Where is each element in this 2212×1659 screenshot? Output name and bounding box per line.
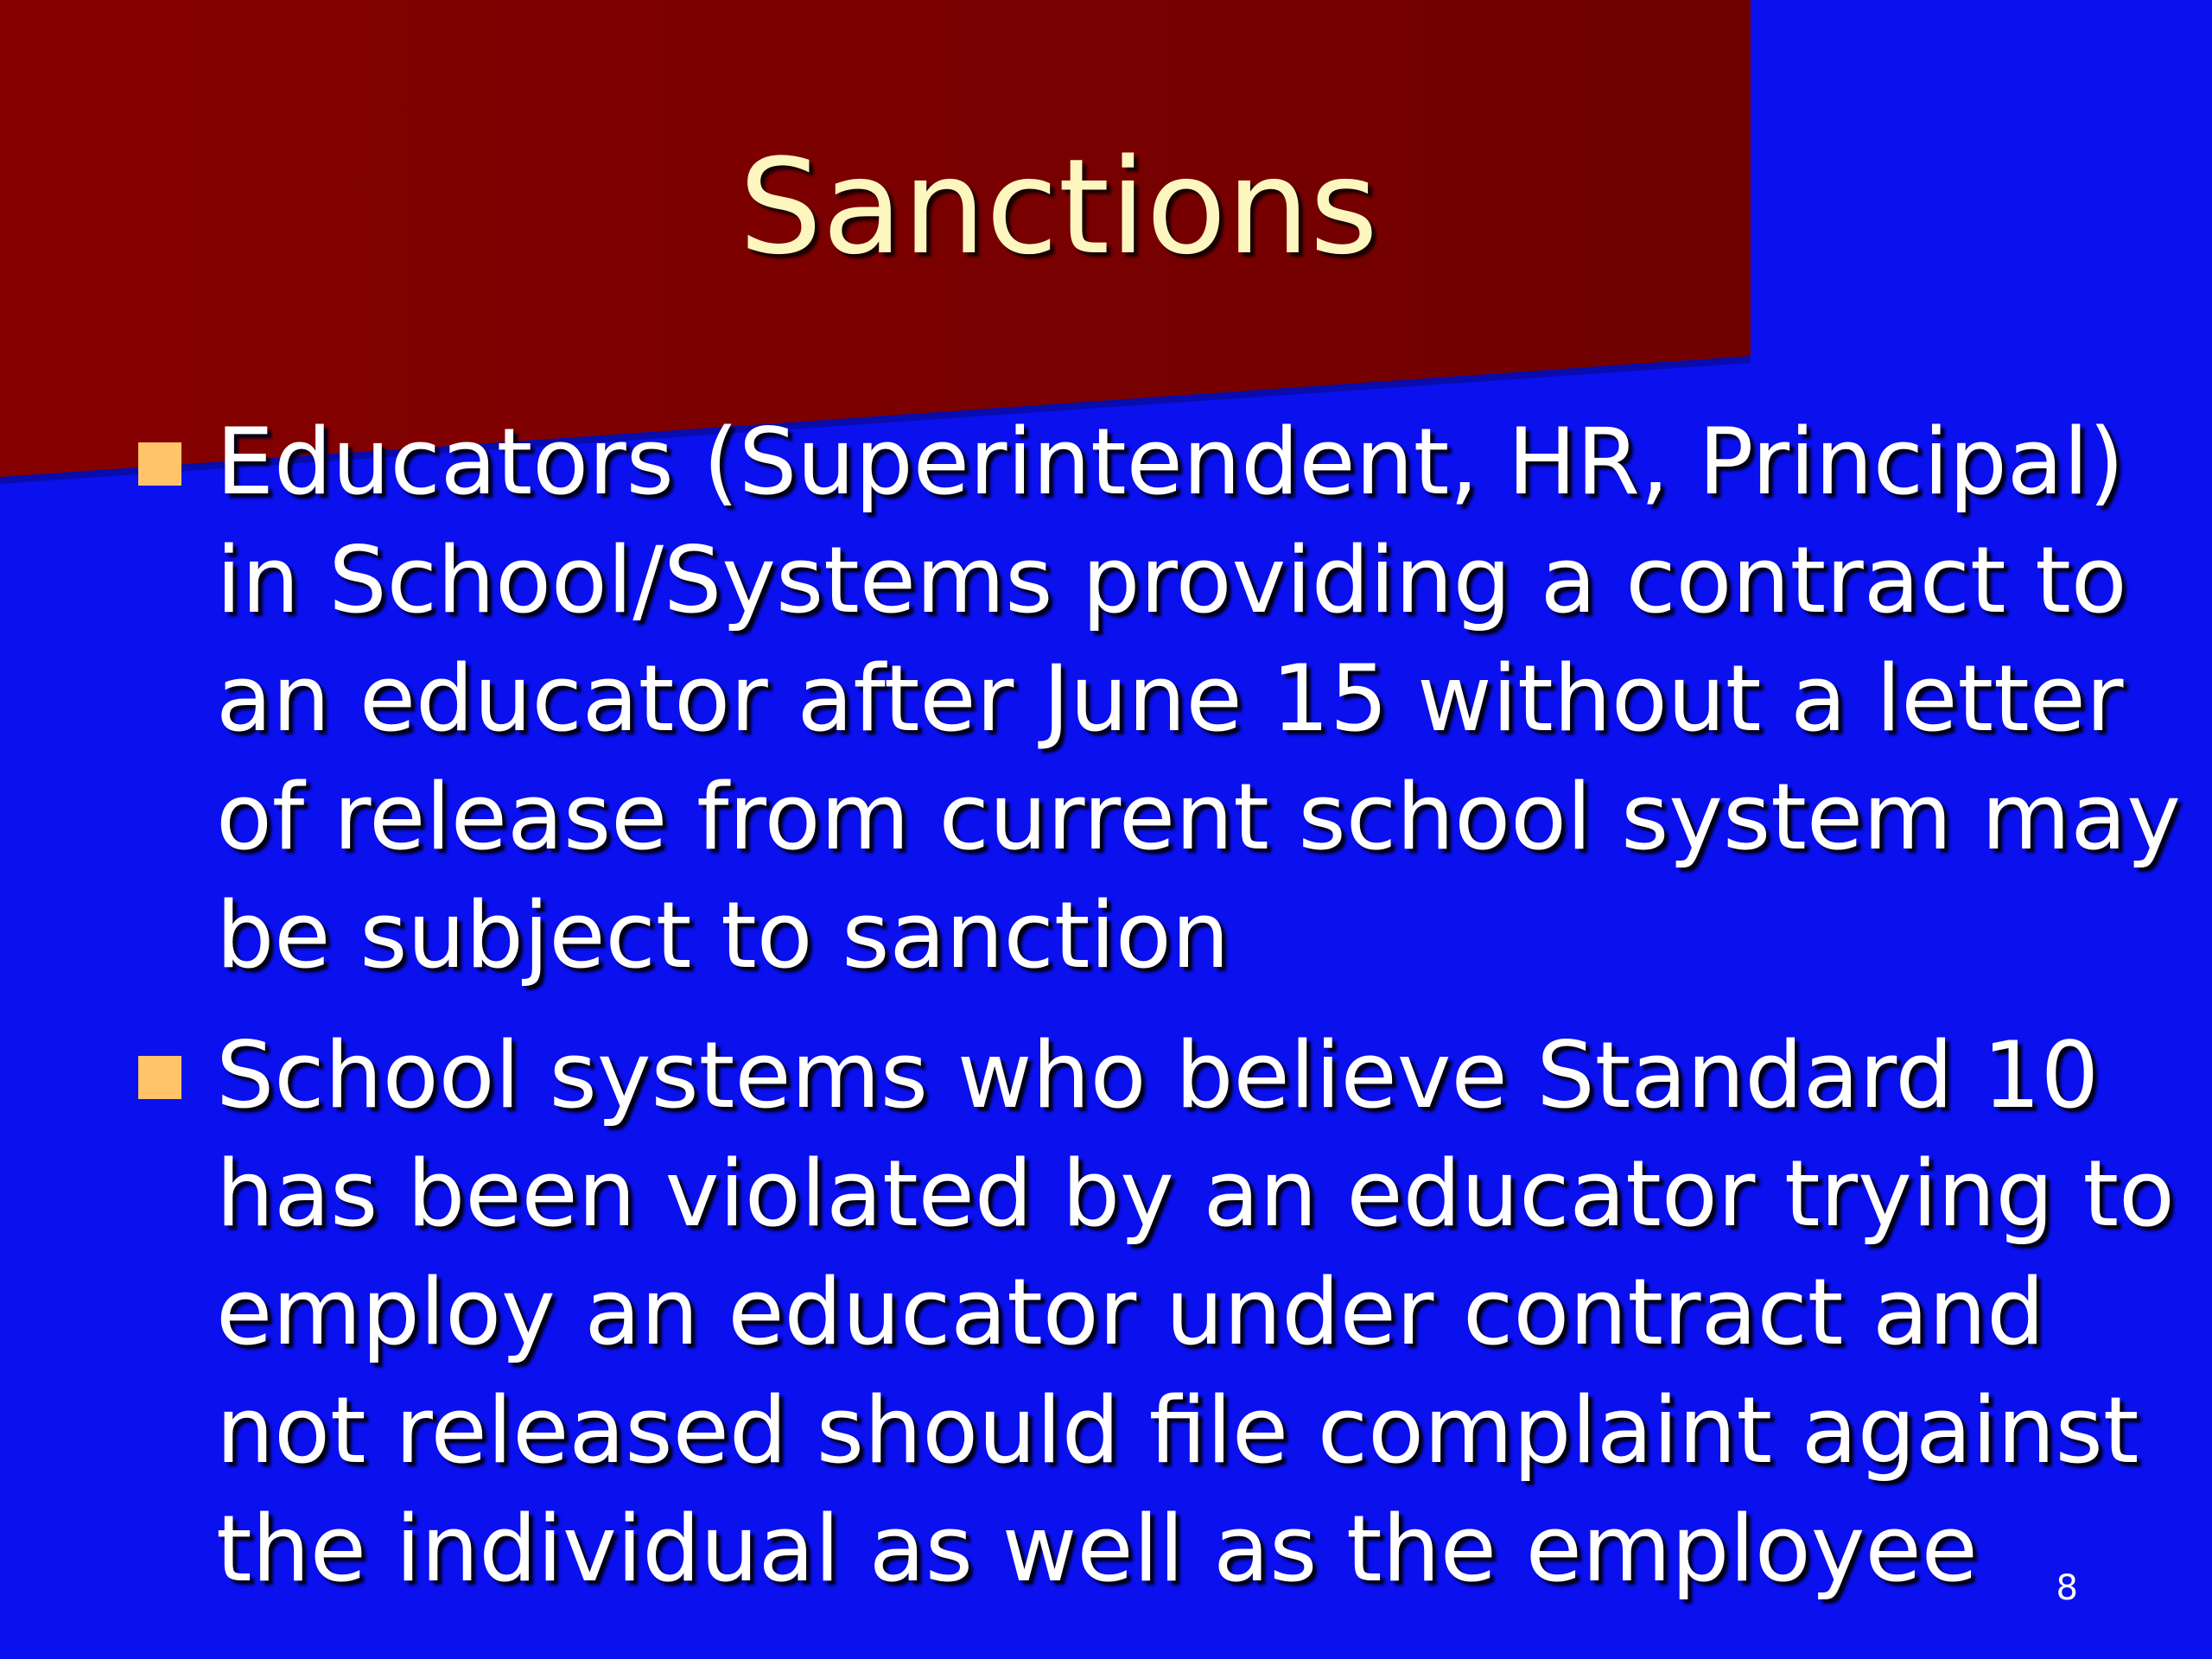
bullet-line: in School/Systems providing a contract to bbox=[216, 527, 2127, 633]
bullet-line: the individual as well as the employee bbox=[216, 1496, 1978, 1602]
bullet-text bbox=[216, 1016, 2175, 1608]
slide-title: Sanctions bbox=[739, 130, 1378, 283]
bullet-text bbox=[216, 403, 2181, 995]
bullet-line: School systems who believe Standard 10 bbox=[216, 1022, 2100, 1128]
bullet-item bbox=[138, 403, 2181, 995]
bullet-line: of release from current school system may bbox=[216, 764, 2181, 870]
bullet-line: be subject to sanction bbox=[216, 882, 1230, 988]
bullet-line: employ an educator under contract and bbox=[216, 1259, 2045, 1365]
page-number: 8 bbox=[2056, 1568, 2078, 1608]
bullet-line: not released should file complaint against bbox=[216, 1377, 2139, 1484]
square-bullet-icon bbox=[138, 442, 181, 486]
bullet-item bbox=[138, 1016, 2175, 1608]
square-bullet-icon bbox=[138, 1056, 181, 1099]
bullet-line: Educators (Superintendent, HR, Principal) bbox=[216, 409, 2125, 515]
bullet-line: an educator after June 15 without a letter bbox=[216, 645, 2124, 752]
bullet-line: has been violated by an educator trying to bbox=[216, 1141, 2175, 1247]
